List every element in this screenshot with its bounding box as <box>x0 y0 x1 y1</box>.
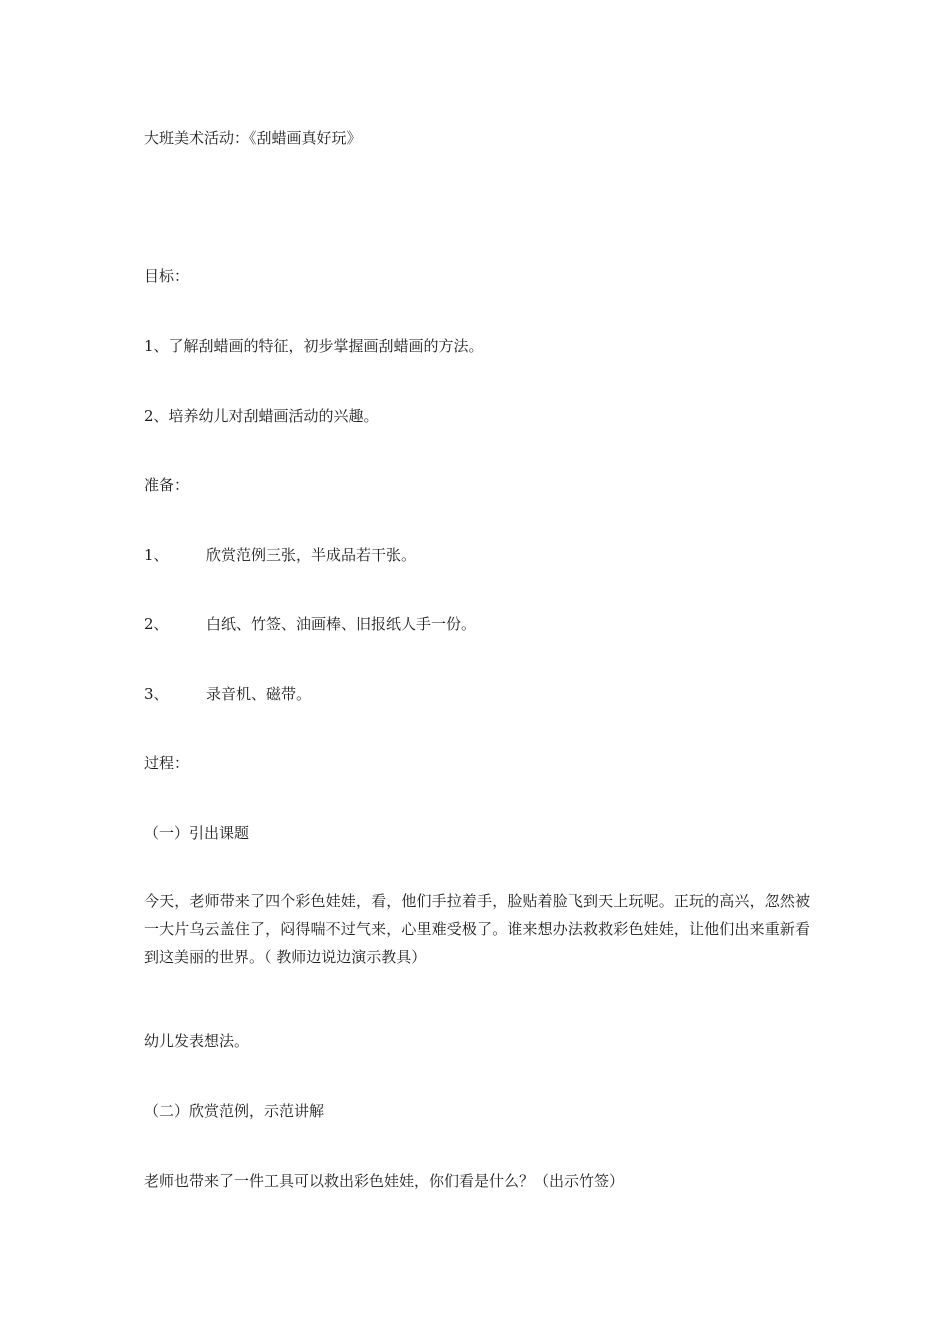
prep-item-text: 白纸、竹签、油画棒、旧报纸人手一份。 <box>206 615 477 633</box>
process-heading: 过程： <box>144 754 190 772</box>
section-1-paragraph: 今天，老师带来了四个彩色娃娃，看，他们手拉着手，脸贴着脸飞到天上玩呢。正玩的高兴，忽然被一大片乌云盖住了，闷得喘不过气来，心里难受极了。谁来想办法救救彩色娃娃，让他们出来重新看到这美丽的世界。（ 教师边说边演示教具） <box>144 892 810 966</box>
prep-item-text: 欣赏范例三张，半成品若干张。 <box>206 546 417 564</box>
prep-item <box>144 613 476 635</box>
prep-item-number: 3、 <box>144 685 169 703</box>
prep-item-text: 录音机、磁带。 <box>206 685 312 703</box>
goals-heading: 目标： <box>144 267 190 285</box>
prep-heading: 准备： <box>144 476 190 494</box>
prep-item <box>144 544 416 566</box>
section-heading-2: （二）欣赏范例，示范讲解 <box>144 1102 325 1120</box>
prep-item-number: 1、 <box>144 546 169 564</box>
prep-item <box>144 683 311 705</box>
goal-item: 1、了解刮蜡画的特征，初步掌握画刮蜡画的方法。 <box>144 337 484 355</box>
section-1-followup: 幼儿发表想法。 <box>144 1032 250 1050</box>
document-title: 大班美术活动：《刮蜡画真好玩》 <box>144 129 362 147</box>
section-2-paragraph: 老师也带来了一件工具可以救出彩色娃娃，你们看是什么？（出示竹签） <box>144 1172 625 1190</box>
section-heading-1: （一）引出课题 <box>144 824 250 842</box>
prep-item-number: 2、 <box>144 615 169 633</box>
goal-item: 2、培养幼儿对刮蜡画活动的兴趣。 <box>144 407 379 425</box>
